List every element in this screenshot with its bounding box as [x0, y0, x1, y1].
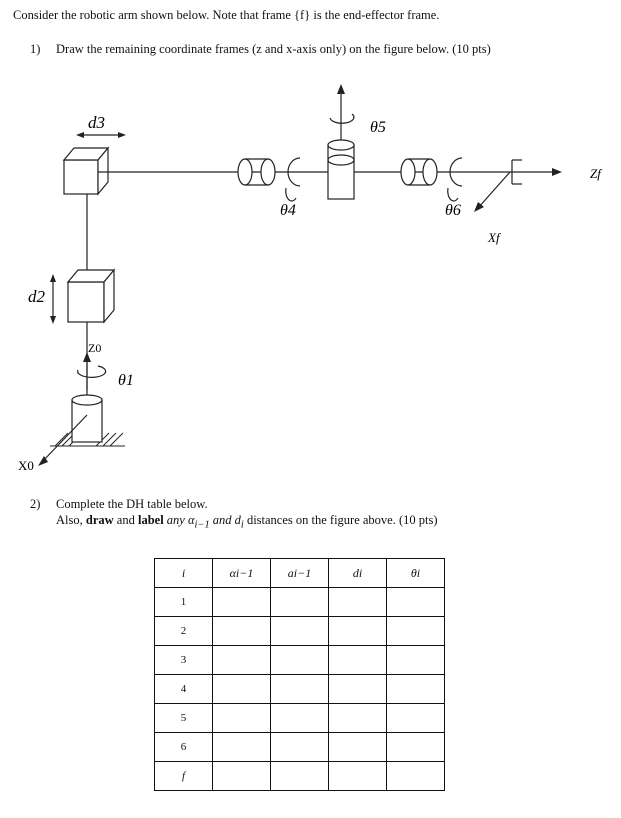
table-cell[interactable] — [271, 733, 329, 762]
d3-label: d3 — [88, 113, 105, 132]
table-row — [155, 646, 445, 675]
q2-and: and — [116, 513, 135, 527]
table-cell[interactable] — [213, 646, 271, 675]
d2-label: d2 — [28, 287, 45, 306]
row-index: 2 — [155, 617, 213, 646]
question-1-number: 1) — [30, 42, 41, 56]
table-row — [155, 733, 445, 762]
table-cell[interactable] — [271, 617, 329, 646]
xf-label: Xf — [488, 230, 500, 245]
question-2-number: 2) — [30, 497, 41, 511]
row-index: 1 — [155, 588, 213, 617]
xf-axis — [478, 172, 510, 208]
theta5-label: θ5 — [370, 119, 386, 136]
table-row — [155, 675, 445, 704]
question-2 — [30, 497, 208, 512]
q2-alpha: any α — [166, 513, 195, 527]
header-theta: θi — [387, 559, 445, 588]
table-cell[interactable] — [213, 588, 271, 617]
table-cell[interactable] — [387, 617, 445, 646]
dh-table — [154, 558, 445, 791]
zf-label: Zf — [590, 166, 601, 181]
row-index: 5 — [155, 704, 213, 733]
table-cell[interactable] — [329, 675, 387, 704]
table-cell[interactable] — [387, 646, 445, 675]
theta4-label: θ4 — [280, 202, 296, 219]
table-cell[interactable] — [329, 646, 387, 675]
header-i: i — [155, 559, 213, 588]
table-cell[interactable] — [329, 588, 387, 617]
question-1 — [30, 42, 491, 57]
q2-sub1: i−1 — [194, 519, 210, 531]
table-cell[interactable] — [387, 675, 445, 704]
dh-header-row — [155, 559, 445, 588]
table-cell[interactable] — [329, 762, 387, 791]
row-index: 6 — [155, 733, 213, 762]
question-2-line1: Complete the DH table below. — [56, 497, 208, 511]
table-cell[interactable] — [271, 762, 329, 791]
table-row — [155, 617, 445, 646]
theta1-label: θ1 — [118, 372, 134, 389]
table-cell[interactable] — [387, 588, 445, 617]
row-index: 3 — [155, 646, 213, 675]
q2-tail: distances on the figure above. (10 pts) — [246, 513, 438, 527]
revolute-joint-5 — [328, 140, 354, 199]
table-cell[interactable] — [271, 588, 329, 617]
table-cell[interactable] — [271, 704, 329, 733]
q2-sub2: i — [240, 519, 244, 531]
q2-label: label — [137, 513, 164, 527]
header-d: di — [329, 559, 387, 588]
table-cell[interactable] — [271, 646, 329, 675]
x0-label: X0 — [18, 458, 34, 473]
row-index: f — [155, 762, 213, 791]
table-row — [155, 588, 445, 617]
q2-draw: draw — [85, 513, 114, 527]
base-cylinder — [72, 395, 102, 442]
q2-d: and d — [212, 513, 241, 527]
robot-arm-figure — [0, 70, 621, 480]
table-cell[interactable] — [329, 617, 387, 646]
theta6-label: θ6 — [445, 202, 461, 219]
table-row — [155, 762, 445, 791]
theta5-arc — [330, 114, 354, 123]
table-cell[interactable] — [387, 762, 445, 791]
table-cell[interactable] — [329, 733, 387, 762]
table-cell[interactable] — [213, 762, 271, 791]
prismatic-joint-2 — [68, 270, 114, 322]
theta1-arc — [78, 366, 106, 377]
table-cell[interactable] — [387, 733, 445, 762]
header-alpha: αi−1 — [213, 559, 271, 588]
table-cell[interactable] — [329, 704, 387, 733]
prismatic-joint-3 — [64, 148, 108, 194]
row-index: 4 — [155, 675, 213, 704]
table-cell[interactable] — [213, 675, 271, 704]
table-cell[interactable] — [213, 733, 271, 762]
table-cell[interactable] — [387, 704, 445, 733]
table-cell[interactable] — [271, 675, 329, 704]
table-row — [155, 704, 445, 733]
question-1-text: Draw the remaining coordinate frames (z and x-axis only) on the figure below. (10 pts) — [56, 42, 491, 56]
table-cell[interactable] — [213, 704, 271, 733]
intro-text: Consider the robotic arm shown below. Note that frame {f} is the end-effector frame. — [13, 8, 440, 22]
q2-also: Also, — [56, 513, 83, 527]
header-a: ai−1 — [271, 559, 329, 588]
zf-arrowhead — [552, 168, 562, 176]
table-cell[interactable] — [213, 617, 271, 646]
question-2-line2 — [56, 513, 438, 531]
z0-label: Z0 — [88, 341, 102, 355]
